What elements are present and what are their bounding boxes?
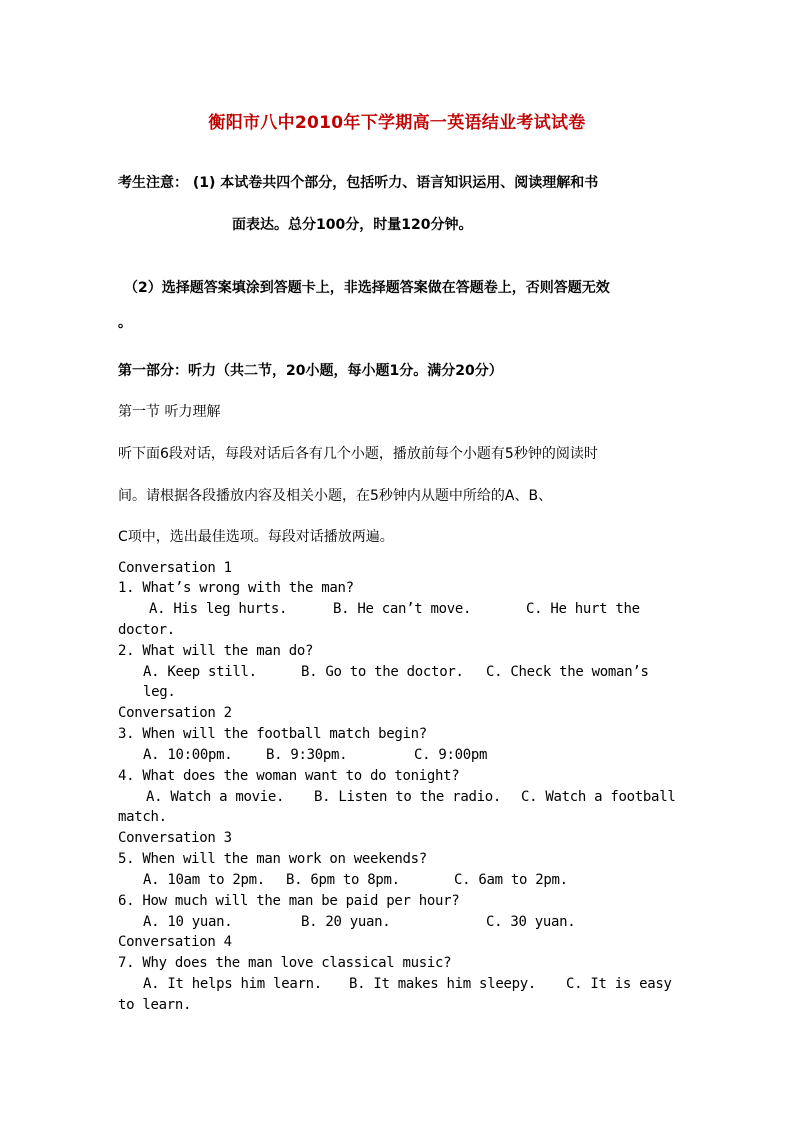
question-4-option-c: C. Watch a football (521, 789, 676, 805)
question-5-option-b: B. 6pm to 8pm. (286, 872, 400, 888)
conversation-4-heading: Conversation 4 (118, 934, 232, 950)
conversation-2-heading: Conversation 2 (118, 705, 232, 721)
question-2-option-b: B. Go to the doctor. (301, 664, 464, 680)
question-1-option-c-cont: doctor. (118, 622, 175, 638)
question-7-option-c-cont: to learn. (118, 997, 192, 1013)
question-5-option-c: C. 6am to 2pm. (454, 872, 568, 888)
question-4-option-c-cont: match. (118, 809, 167, 825)
instructions-line-2: 间。请根据各段播放内容及相关小题，在5秒钟内从题中所给的A、B、 (118, 488, 553, 504)
notice-line-3: （2）选择题答案填涂到答题卡上，非选择题答案做在答题卷上，否则答题无效 (124, 280, 610, 296)
notice-line-2: 面表达。总分100分，时量120分钟。 (232, 217, 473, 233)
notice-line-1: 考生注意： (1) 本试卷共四个部分，包括听力、语言知识运用、阅读理解和书 (118, 175, 599, 191)
exam-title: 衡阳市八中2010年下学期高一英语结业考试试卷 (208, 113, 586, 133)
question-3-option-a: A. 10:00pm. (143, 747, 233, 763)
notice-line-4: 。 (118, 315, 132, 331)
question-1-stem: 1. What’s wrong with the man? (118, 580, 354, 596)
question-6-option-c: C. 30 yuan. (486, 914, 576, 930)
question-7-option-b: B. It makes him sleepy. (349, 976, 536, 992)
section1-title: 第一节 听力理解 (118, 404, 221, 420)
question-2-option-c-cont: leg. (143, 684, 176, 700)
instructions-line-3: C项中，选出最佳选项。每段对话播放两遍。 (118, 529, 394, 545)
question-1-option-c: C. He hurt the (526, 601, 640, 617)
question-4-stem: 4. What does the woman want to do tonight? (118, 768, 460, 784)
question-2-option-a: A. Keep still. (143, 664, 257, 680)
conversation-1-heading: Conversation 1 (118, 560, 232, 576)
question-3-stem: 3. When will the football match begin? (118, 726, 427, 742)
question-3-option-b: B. 9:30pm. (266, 747, 348, 763)
question-2-stem: 2. What will the man do? (118, 643, 314, 659)
conversation-3-heading: Conversation 3 (118, 830, 232, 846)
question-3-option-c: C. 9:00pm (414, 747, 488, 763)
question-2-option-c: C. Check the woman’s (486, 664, 649, 680)
question-6-option-a: A. 10 yuan. (143, 914, 233, 930)
question-7-stem: 7. Why does the man love classical music? (118, 955, 452, 971)
question-7-option-c: C. It is easy (566, 976, 672, 992)
question-1-option-b: B. He can’t move. (333, 601, 472, 617)
question-7-option-a: A. It helps him learn. (143, 976, 322, 992)
question-6-stem: 6. How much will the man be paid per hour? (118, 893, 460, 909)
question-1-option-a: A. His leg hurts. (149, 601, 288, 617)
question-4-option-b: B. Listen to the radio. (314, 789, 501, 805)
question-6-option-b: B. 20 yuan. (301, 914, 391, 930)
question-5-stem: 5. When will the man work on weekends? (118, 851, 427, 867)
question-4-option-a: A. Watch a movie. (146, 789, 285, 805)
instructions-line-1: 听下面6段对话，每段对话后各有几个小题，播放前每个小题有5秒钟的阅读时 (118, 446, 598, 462)
part1-heading: 第一部分：听力（共二节，20小题，每小题1分。满分20分） (118, 363, 503, 379)
question-5-option-a: A. 10am to 2pm. (143, 872, 265, 888)
